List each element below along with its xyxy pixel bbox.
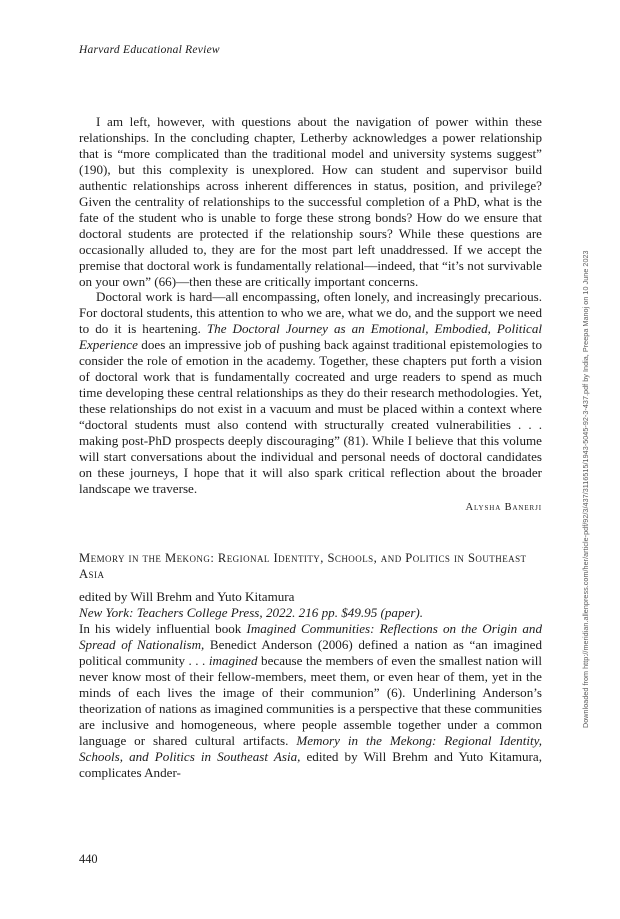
book-title-doctoral-journey: The Doctoral Journey as an Emotional, Embodied, Political Experience [79, 321, 543, 353]
text-column [79, 114, 542, 781]
anderson-definition-text: Benedict Anderson (2006) defined a nation as “an imagined political community . . . [79, 637, 543, 668]
review-two-editors: edited by Will Brehm and Yuto Kitamura [79, 589, 295, 605]
review-two-publication-info: New York: Teachers College Press, 2022. 216 pp. $49.95 (paper). [79, 605, 424, 621]
review-one-paragraph-1: I am left, however, with questions about the navigation of power within these relationships. In the concluding chapter, Letherby acknowledges a power relationship that is “more complicated than the traditional model and university systems suggest” (190), but this complexity is unexplored. How can student and supervisor build authentic relationships across inherent differences in status, position, and privilege? Given the centrality of relationships to the successful completion of a PhD, what is the fate of the student who is unable to forge these strong bonds? How do we ensure that doctoral students are protected if the relationship sours? While these questions are occasionally alluded to, they are for the most part left unaddressed. If we accept the premise that doctoral work is fundamentally relational—indeed, that “it’s not survivable on your own” (66)—then these are critically important concerns. [79, 114, 542, 289]
intro-text: In his widely influential book [79, 621, 247, 637]
running-head: Harvard Educational Review [79, 44, 220, 56]
book-title-imagined-communities: Imagined Communities: Reflections on the Origin and Spread of Nationalism, [79, 621, 542, 653]
community-discussion-text: because the members of even the smallest nation will never know most of their fellow-members, meet them, or even hear of them, yet in the minds of each lives the image of their communion” (6). Underlining Anderson’s theorization of nations as imagined communities is a perspective that these communities are inclusive and homogeneous, where people assemble together under a common language or shared cultural artifacts. [79, 652, 542, 748]
book-title-memory-in-the-mekong: Memory in the Mekong: Regional Identity, Schools, and Politics in Southeast Asia, [79, 732, 542, 764]
page-number: 440 [79, 852, 98, 866]
review-one-paragraph-2 [79, 289, 542, 496]
review-two-title: Memory in the Mekong: Regional Identity, Schools, and Politics in Southeast Asia [79, 550, 527, 582]
review-two-paragraph-1 [79, 621, 542, 781]
reviewer-signature: Alysha Banerji [465, 501, 542, 513]
paragraph-2-text-before: Doctoral work is hard—all encompassing, often lonely, and increasingly precarious. For doctoral students, this attention to who we are, what we do, and the support we need to do it is heartening. [79, 289, 542, 337]
review-two-block [79, 550, 542, 781]
emphasis-imagined: imagined [208, 652, 258, 668]
paragraph-2-text-after: does an impressive job of pushing back against traditional epistemologies to consider the role of emotion in the academy. Together, these chapters put forth a vision of doctoral work that is fundamentally cocreated and urge readers to spend as much time developing these central relationships as they do their research methodologies. Yet, these relationships do not exist in a vacuum and must be placed within a context where “doctoral students must also contend with structurally created vulnerabilities . . . making post-PhD prospects deeply discouraging” (81). While I believe that this volume will start conversations about the individual and personal needs of doctoral candidates on these journeys, I hope that it will also spark critical reflection about the broader landscape we traverse. [79, 337, 542, 496]
download-source-watermark: Downloaded from http://meridian.allenpress.com/her/article-pdf/92/3/437/3116515/1943-5045-92-3-437.pdf by India, Preepa Manoj on 10 June 2023 [581, 250, 590, 728]
closing-text: edited by Will Brehm and Yuto Kitamura, complicates Ander- [79, 748, 542, 780]
